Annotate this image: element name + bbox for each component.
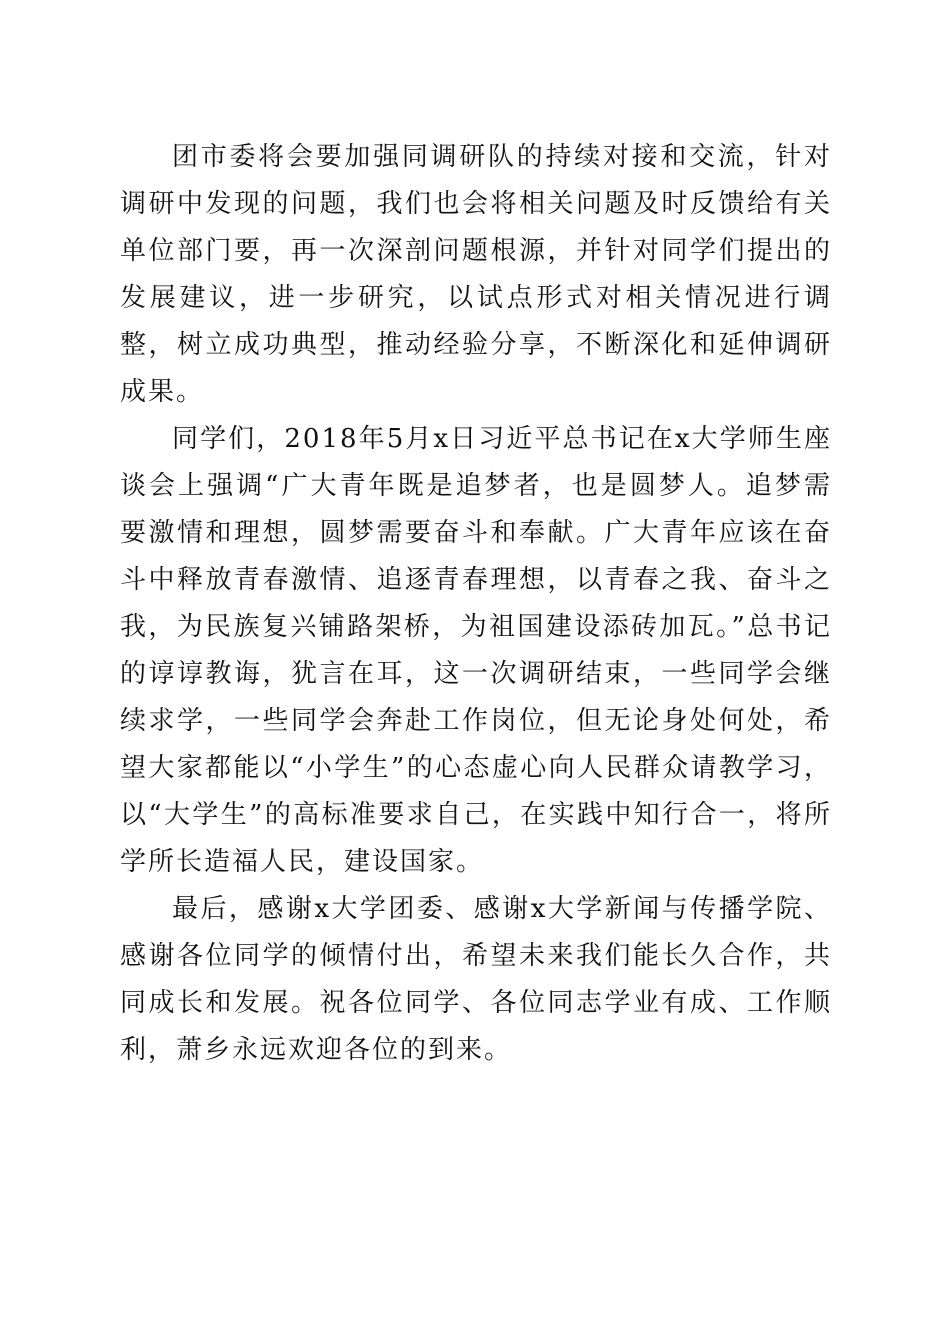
document-body <box>120 134 832 1074</box>
paragraph-2: 同学们，2018年5月x日习近平总书记在x大学师生座谈会上强调“广大青年既是追梦者，也是圆梦人。追梦需要激情和理想，圆梦需要奋斗和奉献。广大青年应该在奋斗中释放青春激情、追逐青春理想，以青春之我、奋斗之我，为民族复兴铺路架桥，为祖国建设添砖加瓦。”总书记的谆谆教诲，犹言在耳，这一次调研结束，一些同学会继续求学，一些同学会奔赴工作岗位，但无论身处何处，希望大家都能以“小学生”的心态虚心向人民群众请教学习，以“大学生”的高标准要求自己，在实践中知行合一，将所学所长造福人民，建设国家。 <box>120 424 832 877</box>
paragraph-1: 团市委将会要加强同调研队的持续对接和交流，针对调研中发现的问题，我们也会将相关问题及时反馈给有关单位部门要，再一次深剖问题根源，并针对同学们提出的发展建议，进一步研究，以试点形式对相关情况进行调整，树立成功典型，推动经验分享，不断深化和延伸调研成果。 <box>120 142 832 407</box>
paragraph-3: 最后，感谢x大学团委、感谢x大学新闻与传播学院、感谢各位同学的倾情付出，希望未来我们能长久合作，共同成长和发展。祝各位同学、各位同志学业有成、工作顺利，萧乡永远欢迎各位的到来。 <box>120 894 832 1065</box>
